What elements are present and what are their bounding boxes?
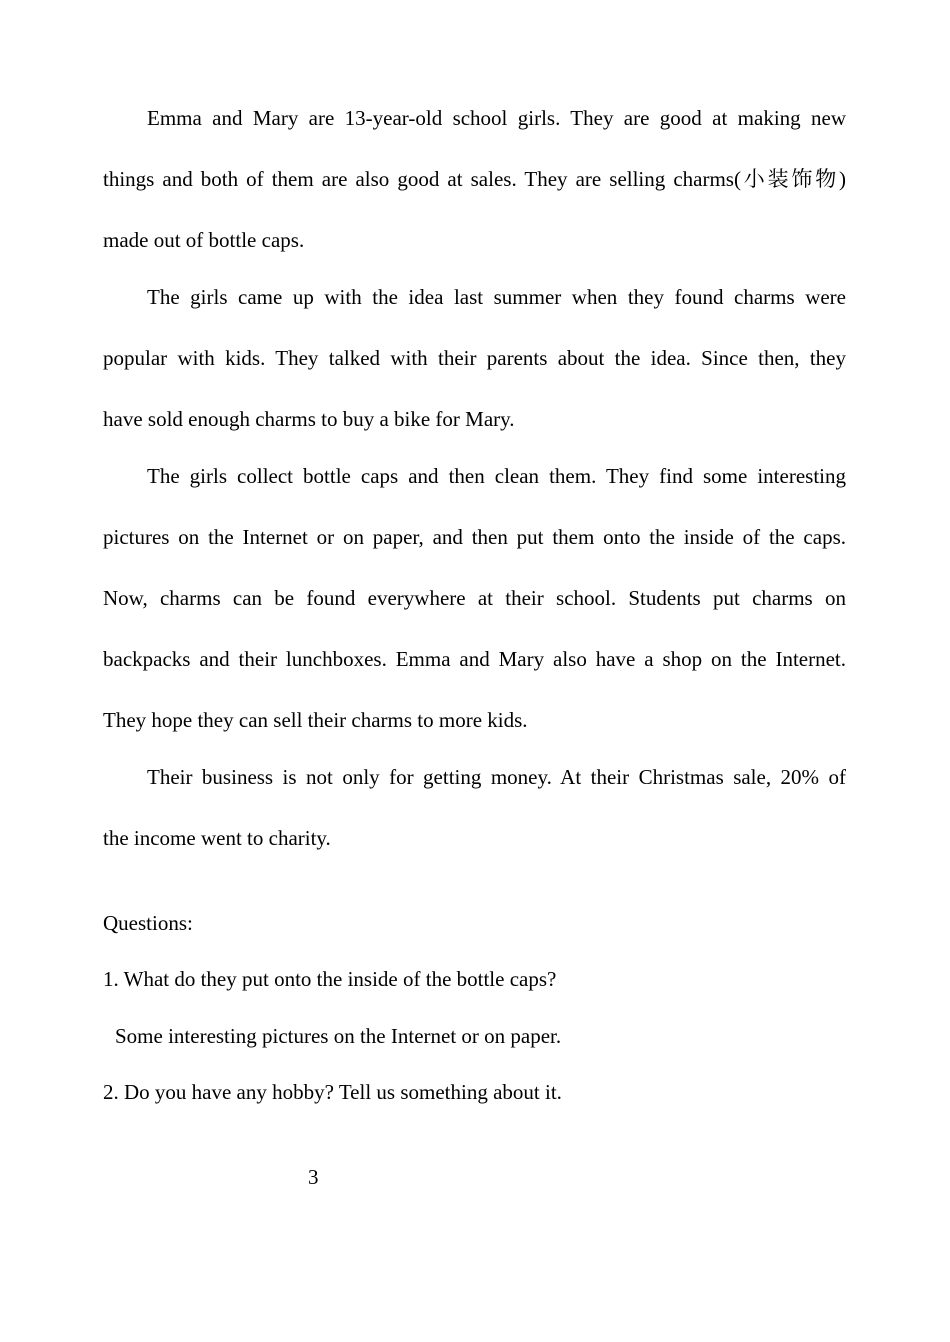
page-number: 3 xyxy=(308,1165,319,1189)
paragraph-4-line-2: the income went to charity. xyxy=(103,826,331,850)
answer-1: Some interesting pictures on the Internet or on paper. xyxy=(115,1024,562,1048)
paragraph-3-line-1: The girls collect bottle caps and then clean them. They find some interesting xyxy=(147,464,846,488)
paragraph-1-line-2: things and both of them are also good at sales. They are selling charms(小装饰物) xyxy=(103,167,846,191)
paragraph-3-line-4: backpacks and their lunchboxes. Emma and Mary also have a shop on the Internet. xyxy=(103,647,846,671)
paragraph-1-line-1: Emma and Mary are 13-year-old school girls. They are good at making new xyxy=(147,106,846,130)
paragraph-4-line-1: Their business is not only for getting money. At their Christmas sale, 20% of xyxy=(147,765,846,789)
paragraph-2-line-3: have sold enough charms to buy a bike for Mary. xyxy=(103,407,515,431)
question-2: 2. Do you have any hobby? Tell us something about it. xyxy=(103,1080,562,1104)
paragraph-3-line-2: pictures on the Internet or on paper, and then put them onto the inside of the caps. xyxy=(103,525,846,549)
paragraph-1-line-3: made out of bottle caps. xyxy=(103,228,305,252)
paragraph-2-line-1: The girls came up with the idea last summer when they found charms were xyxy=(147,285,846,309)
paragraph-3-line-5: They hope they can sell their charms to more kids. xyxy=(103,708,528,732)
paragraph-2-line-2: popular with kids. They talked with their parents about the idea. Since then, they xyxy=(103,346,846,370)
questions-heading: Questions: xyxy=(103,911,193,935)
paragraph-3-line-3: Now, charms can be found everywhere at their school. Students put charms on xyxy=(103,586,846,610)
question-1: 1. What do they put onto the inside of the bottle caps? xyxy=(103,967,557,991)
